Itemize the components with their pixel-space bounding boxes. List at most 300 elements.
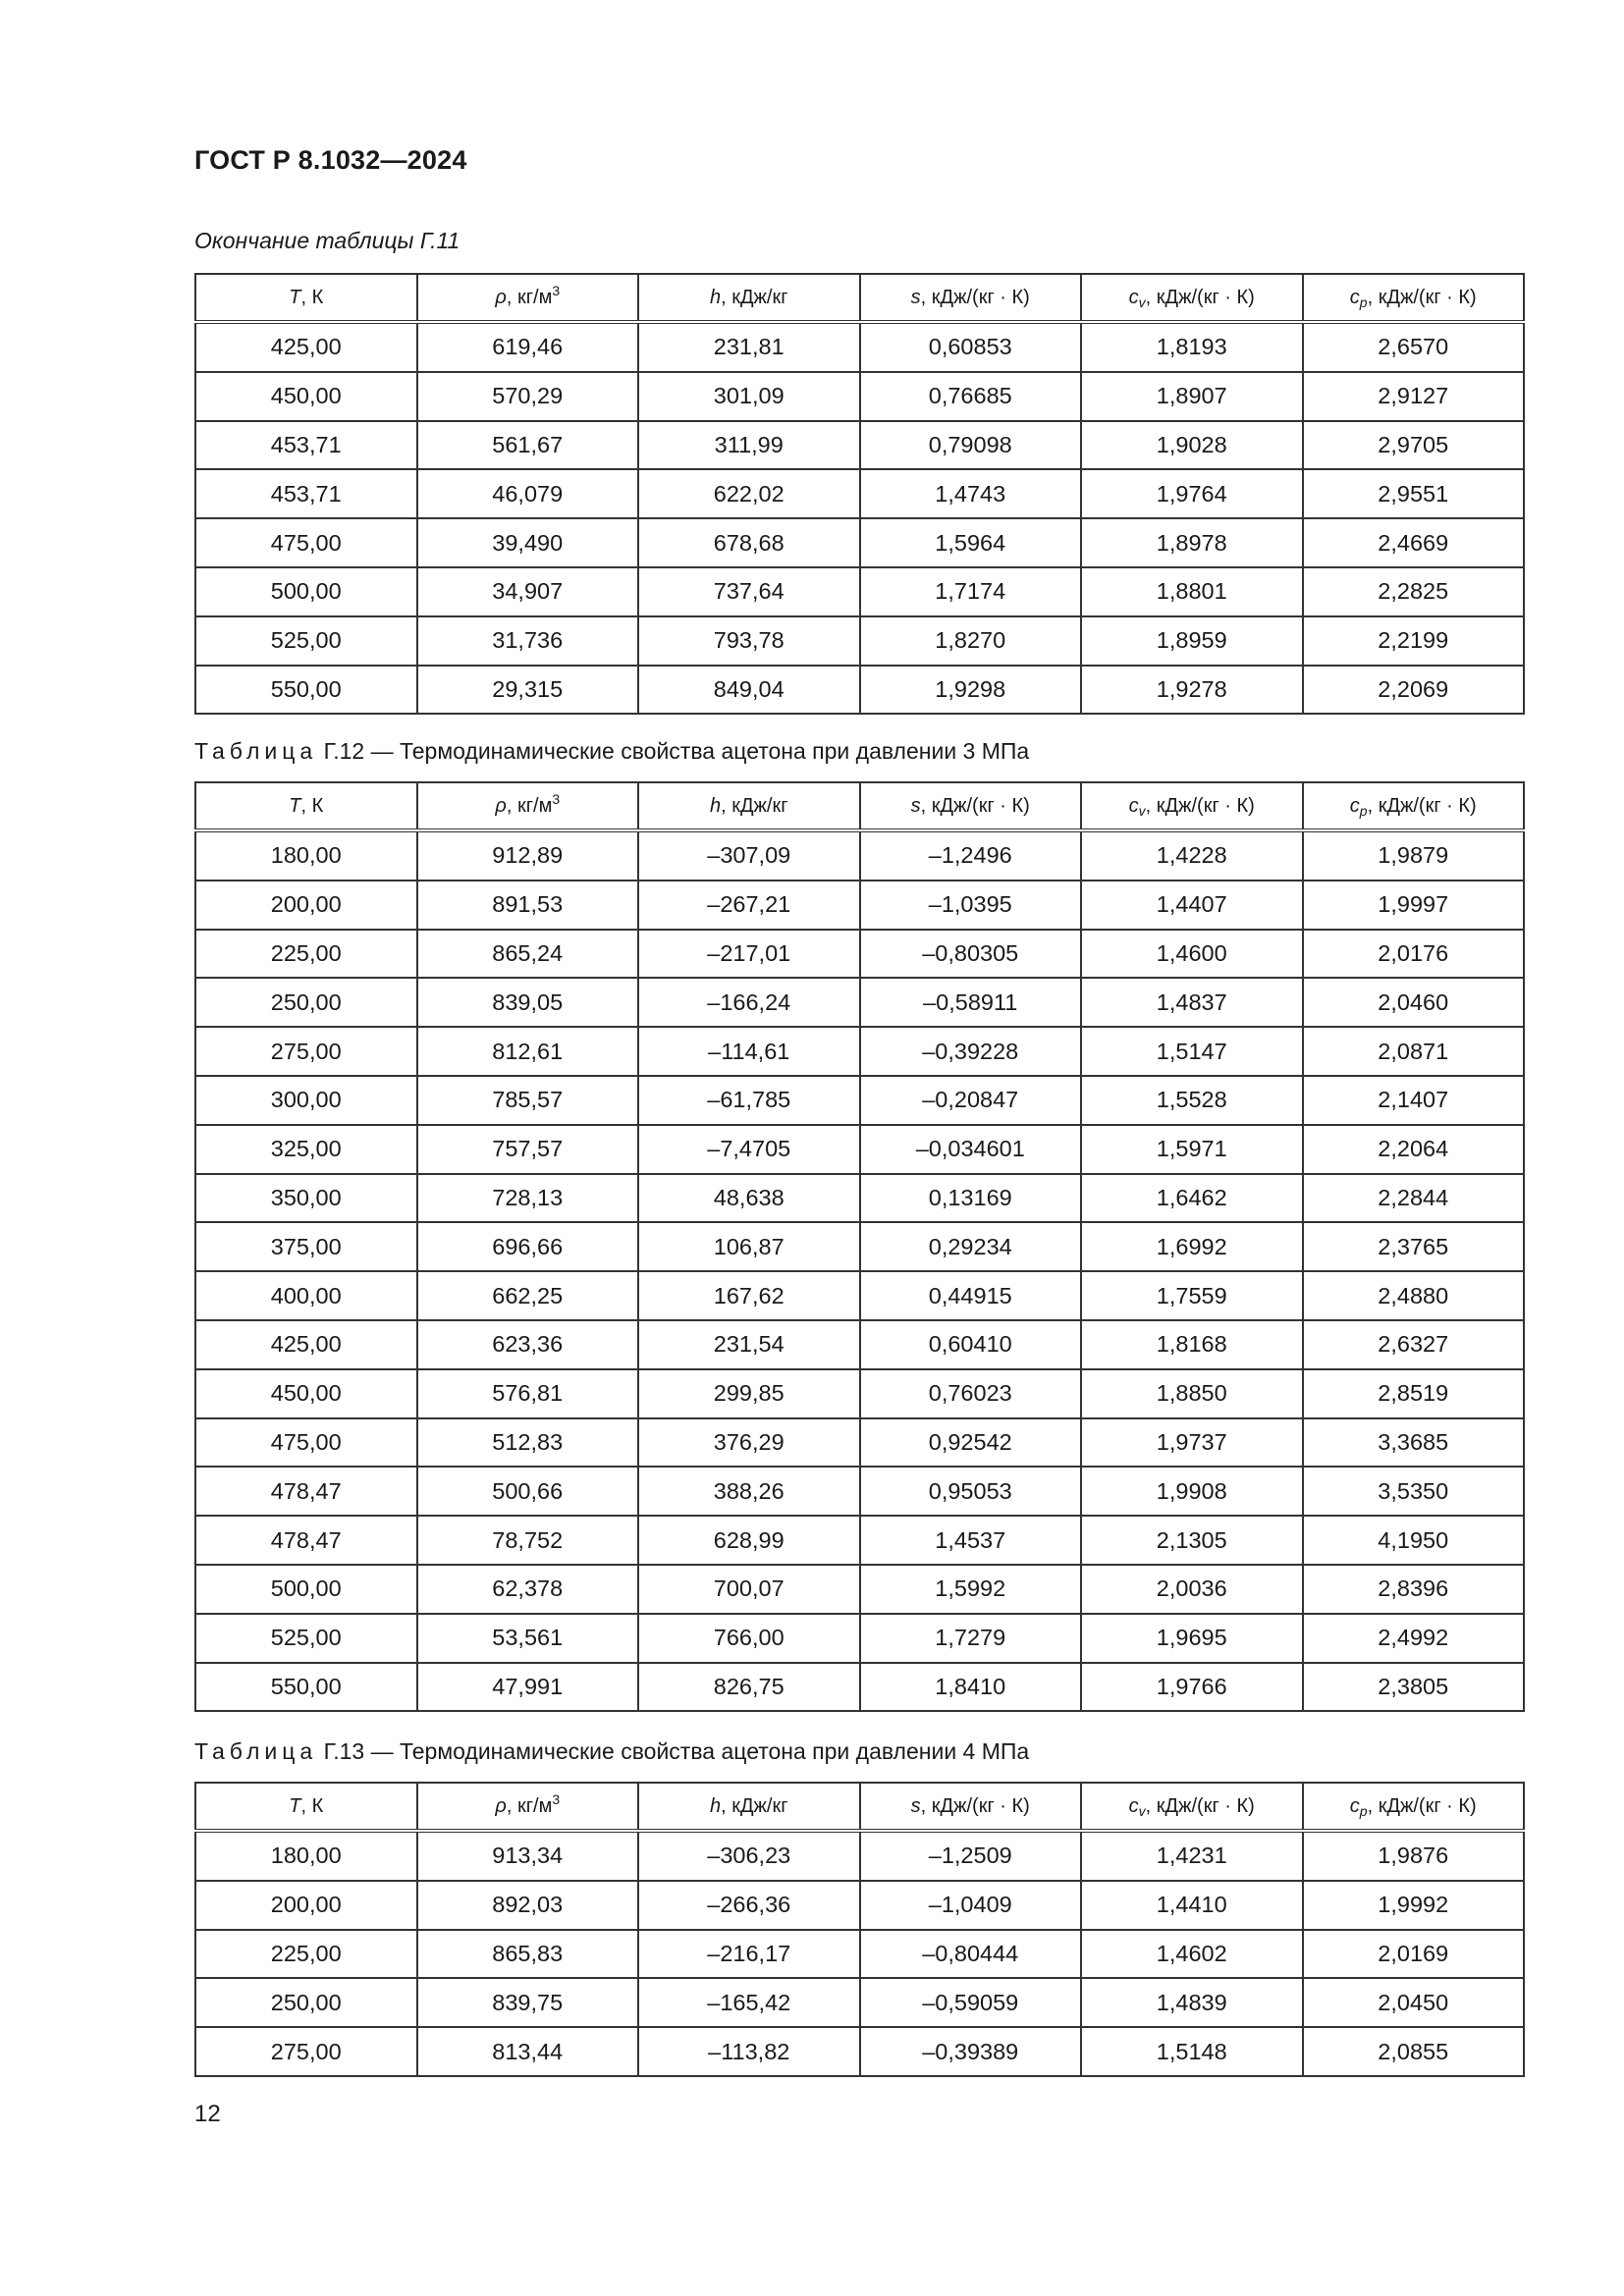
table-cell: 375,00 <box>195 1222 417 1271</box>
column-symbol: h <box>709 794 722 817</box>
table-cell: –267,21 <box>638 881 860 930</box>
table-cell: –0,39228 <box>860 1027 1082 1076</box>
table-g13-caption <box>194 1738 1029 1765</box>
table-cell: 376,29 <box>638 1418 860 1468</box>
table-cell: 1,8410 <box>860 1663 1082 1712</box>
column-separator: , <box>1367 794 1379 817</box>
table-cell: 475,00 <box>195 518 417 567</box>
table-cell: 48,638 <box>638 1174 860 1223</box>
table-cell: 2,2844 <box>1303 1174 1525 1223</box>
column-unit: кДж/(кг · К) <box>1378 1794 1477 1817</box>
table-cell: 1,9737 <box>1081 1418 1303 1468</box>
table-cell: 231,54 <box>638 1320 860 1369</box>
table-cell: 1,7279 <box>860 1614 1082 1663</box>
column-subscript: p <box>1359 294 1368 310</box>
column-header <box>195 274 417 322</box>
column-symbol: ρ <box>495 794 507 817</box>
table-cell: –1,2509 <box>860 1831 1082 1881</box>
column-symbol: T <box>289 794 301 817</box>
table-cell: 1,9764 <box>1081 469 1303 518</box>
column-unit: К <box>311 286 324 308</box>
table-cell: 512,83 <box>417 1418 639 1468</box>
table-g12-caption <box>194 738 1029 765</box>
table-cell: 180,00 <box>195 1831 417 1881</box>
column-separator: , <box>721 1794 732 1817</box>
table-row <box>195 567 1524 616</box>
table-cell: 1,9992 <box>1303 1881 1525 1930</box>
table-row <box>195 930 1524 979</box>
column-separator: , <box>300 1794 312 1817</box>
table-cell: –1,2496 <box>860 830 1082 881</box>
column-superscript: 3 <box>552 282 561 298</box>
table-cell: 1,4231 <box>1081 1831 1303 1881</box>
table-cell: 478,47 <box>195 1467 417 1516</box>
table-title: Г.12 — Термодинамические свойства ацетона при давлении 3 МПа <box>317 738 1030 764</box>
column-header <box>1081 782 1303 830</box>
column-header <box>195 782 417 830</box>
table-cell: 62,378 <box>417 1565 639 1614</box>
table-cell: 2,1407 <box>1303 1076 1525 1125</box>
table-row <box>195 1222 1524 1271</box>
table-cell: –0,034601 <box>860 1125 1082 1174</box>
column-separator: , <box>1367 1794 1379 1817</box>
table-cell: 350,00 <box>195 1174 417 1223</box>
table-cell: 1,4537 <box>860 1516 1082 1565</box>
table-cell: 2,9127 <box>1303 372 1525 421</box>
table-cell: –1,0395 <box>860 881 1082 930</box>
table-cell: 0,44915 <box>860 1271 1082 1320</box>
column-header <box>1303 274 1525 322</box>
table-cell: 450,00 <box>195 1369 417 1418</box>
table-cell: 167,62 <box>638 1271 860 1320</box>
table-cell: 793,78 <box>638 616 860 666</box>
table-cell: 2,0855 <box>1303 2027 1525 2076</box>
table-cell: 623,36 <box>417 1320 639 1369</box>
table-cell: 1,5992 <box>860 1565 1082 1614</box>
table-cell: 1,5148 <box>1081 2027 1303 2076</box>
table-cell: 700,07 <box>638 1565 860 1614</box>
table-row <box>195 1027 1524 1076</box>
table-cell: 785,57 <box>417 1076 639 1125</box>
table-cell: 913,34 <box>417 1831 639 1881</box>
column-separator: , <box>1145 1794 1157 1817</box>
table-cell: 453,71 <box>195 469 417 518</box>
table-cell: 757,57 <box>417 1125 639 1174</box>
table-row <box>195 881 1524 930</box>
table-cell: 1,8978 <box>1081 518 1303 567</box>
table-cell: 200,00 <box>195 881 417 930</box>
table-cell: 425,00 <box>195 322 417 372</box>
table-cell: 1,9695 <box>1081 1614 1303 1663</box>
continuation-caption: Окончание таблицы Г.11 <box>194 228 460 253</box>
table-cell: 865,24 <box>417 930 639 979</box>
table-cell: 1,9908 <box>1081 1467 1303 1516</box>
table-cell: 200,00 <box>195 1881 417 1930</box>
table-cell: 0,76685 <box>860 372 1082 421</box>
column-unit: кДж/(кг · К) <box>1378 286 1477 308</box>
table-cell: 2,6327 <box>1303 1320 1525 1369</box>
table-cell: 225,00 <box>195 930 417 979</box>
table-row <box>195 1369 1524 1418</box>
column-symbol: T <box>289 1794 301 1817</box>
header-row <box>195 1783 1524 1831</box>
column-unit: кДж/(кг · К) <box>931 1794 1030 1817</box>
table-cell: 839,75 <box>417 1978 639 2027</box>
table-cell: 570,29 <box>417 372 639 421</box>
column-symbol: s <box>910 794 921 817</box>
table-cell: 1,8907 <box>1081 372 1303 421</box>
table-row <box>195 616 1524 666</box>
table-cell: –113,82 <box>638 2027 860 2076</box>
column-symbol: c <box>1128 794 1139 817</box>
column-unit: кДж/(кг · К) <box>1156 286 1255 308</box>
table-cell: 34,907 <box>417 567 639 616</box>
table-cell: 0,60410 <box>860 1320 1082 1369</box>
column-separator: , <box>1145 794 1157 817</box>
column-separator: , <box>721 794 732 817</box>
column-superscript: 3 <box>552 1790 561 1807</box>
table-row <box>195 1978 1524 2027</box>
column-unit: К <box>311 794 324 817</box>
table-cell: 231,81 <box>638 322 860 372</box>
table-cell: 737,64 <box>638 567 860 616</box>
column-separator: , <box>920 286 932 308</box>
column-symbol: c <box>1349 1794 1360 1817</box>
table-cell: 46,079 <box>417 469 639 518</box>
column-header <box>638 782 860 830</box>
column-separator: , <box>920 794 932 817</box>
table-cell: 812,61 <box>417 1027 639 1076</box>
column-unit: кг/м <box>516 286 553 308</box>
table-cell: 0,13169 <box>860 1174 1082 1223</box>
table-cell: 1,9278 <box>1081 666 1303 715</box>
column-unit: кДж/кг <box>731 286 788 308</box>
table-row <box>195 421 1524 470</box>
table-cell: 1,5964 <box>860 518 1082 567</box>
table-g13 <box>194 1782 1525 2077</box>
table-g11 <box>194 273 1525 715</box>
table-cell: 1,9766 <box>1081 1663 1303 1712</box>
table-cell: 275,00 <box>195 2027 417 2076</box>
column-symbol: h <box>709 286 722 308</box>
table-cell: 0,76023 <box>860 1369 1082 1418</box>
table-cell: –0,20847 <box>860 1076 1082 1125</box>
table-cell: 2,9705 <box>1303 421 1525 470</box>
table-cell: 29,315 <box>417 666 639 715</box>
column-unit: кг/м <box>516 1794 553 1817</box>
table-row <box>195 1930 1524 1979</box>
table-cell: –0,58911 <box>860 978 1082 1027</box>
table-cell: 576,81 <box>417 1369 639 1418</box>
table-cell: 1,8801 <box>1081 567 1303 616</box>
table-cell: –266,36 <box>638 1881 860 1930</box>
table-cell: 1,8168 <box>1081 1320 1303 1369</box>
column-separator: , <box>300 286 312 308</box>
table-cell: 1,7174 <box>860 567 1082 616</box>
table-title: Г.13 — Термодинамические свойства ацетона при давлении 4 МПа <box>317 1738 1030 1764</box>
table-cell: 550,00 <box>195 1663 417 1712</box>
table-cell: –0,59059 <box>860 1978 1082 2027</box>
table-cell: 275,00 <box>195 1027 417 1076</box>
table-cell: 39,490 <box>417 518 639 567</box>
column-subscript: v <box>1138 1802 1146 1819</box>
table-cell: 3,3685 <box>1303 1418 1525 1468</box>
table-cell: 500,00 <box>195 1565 417 1614</box>
table-cell: 500,66 <box>417 1467 639 1516</box>
table-cell: 622,02 <box>638 469 860 518</box>
table-cell: 453,71 <box>195 421 417 470</box>
table-cell: 1,5147 <box>1081 1027 1303 1076</box>
table-cell: 912,89 <box>417 830 639 881</box>
table-row <box>195 978 1524 1027</box>
table-cell: –7,4705 <box>638 1125 860 1174</box>
table-cell: 1,9997 <box>1303 881 1525 930</box>
table-cell: 826,75 <box>638 1663 860 1712</box>
column-symbol: h <box>709 1794 722 1817</box>
table-cell: 1,7559 <box>1081 1271 1303 1320</box>
column-header <box>638 1783 860 1831</box>
table-row <box>195 322 1524 372</box>
column-header <box>417 782 639 830</box>
table-cell: 561,67 <box>417 421 639 470</box>
table-cell: –0,80444 <box>860 1930 1082 1979</box>
column-header <box>860 782 1082 830</box>
table-cell: 2,4992 <box>1303 1614 1525 1663</box>
table-cell: 2,9551 <box>1303 469 1525 518</box>
table-row <box>195 1831 1524 1881</box>
column-header <box>1303 782 1525 830</box>
table-cell: –217,01 <box>638 930 860 979</box>
table-cell: 619,46 <box>417 322 639 372</box>
table-cell: 225,00 <box>195 1930 417 1979</box>
table-cell: 106,87 <box>638 1222 860 1271</box>
table-cell: 662,25 <box>417 1271 639 1320</box>
table-cell: 78,752 <box>417 1516 639 1565</box>
table-cell: –306,23 <box>638 1831 860 1881</box>
column-header <box>860 1783 1082 1831</box>
table-cell: 3,5350 <box>1303 1467 1525 1516</box>
column-symbol: c <box>1349 286 1360 308</box>
table-cell: 766,00 <box>638 1614 860 1663</box>
column-symbol: s <box>910 286 921 308</box>
table-cell: –1,0409 <box>860 1881 1082 1930</box>
header-row <box>195 274 1524 322</box>
column-superscript: 3 <box>552 790 561 807</box>
table-cell: –114,61 <box>638 1027 860 1076</box>
table-cell: 2,0460 <box>1303 978 1525 1027</box>
column-unit: кДж/кг <box>731 794 788 817</box>
table-cell: 1,4410 <box>1081 1881 1303 1930</box>
column-header <box>860 274 1082 322</box>
table-cell: 2,0871 <box>1303 1027 1525 1076</box>
column-unit: кДж/(кг · К) <box>931 286 1030 308</box>
table-cell: 1,4837 <box>1081 978 1303 1027</box>
table-row <box>195 1418 1524 1468</box>
table-cell: 53,561 <box>417 1614 639 1663</box>
column-separator: , <box>506 1794 517 1817</box>
table-cell: 2,3805 <box>1303 1663 1525 1712</box>
column-separator: , <box>506 286 517 308</box>
table-cell: 500,00 <box>195 567 417 616</box>
table-row <box>195 1271 1524 1320</box>
column-separator: , <box>506 794 517 817</box>
table-row <box>195 1565 1524 1614</box>
table-cell: –166,24 <box>638 978 860 1027</box>
table-cell: 0,79098 <box>860 421 1082 470</box>
table-cell: 1,4839 <box>1081 1978 1303 2027</box>
table-cell: 301,09 <box>638 372 860 421</box>
column-separator: , <box>1145 286 1157 308</box>
table-cell: 2,0169 <box>1303 1930 1525 1979</box>
table-cell: 2,0176 <box>1303 930 1525 979</box>
table-cell: 475,00 <box>195 1418 417 1468</box>
column-separator: , <box>1367 286 1379 308</box>
table-row <box>195 372 1524 421</box>
table-cell: 628,99 <box>638 1516 860 1565</box>
column-symbol: s <box>910 1794 921 1817</box>
table-cell: 31,736 <box>417 616 639 666</box>
column-unit: кДж/(кг · К) <box>1156 794 1255 817</box>
table-cell: 2,4669 <box>1303 518 1525 567</box>
table-cell: 2,0450 <box>1303 1978 1525 2027</box>
column-symbol: ρ <box>495 1794 507 1817</box>
table-cell: 849,04 <box>638 666 860 715</box>
table-cell: 325,00 <box>195 1125 417 1174</box>
table-cell: 1,8850 <box>1081 1369 1303 1418</box>
table-cell: 2,2064 <box>1303 1125 1525 1174</box>
table-cell: 1,4407 <box>1081 881 1303 930</box>
table-row <box>195 1614 1524 1663</box>
column-separator: , <box>920 1794 932 1817</box>
table-cell: 400,00 <box>195 1271 417 1320</box>
table-cell: 2,3765 <box>1303 1222 1525 1271</box>
table-cell: 839,05 <box>417 978 639 1027</box>
table-row <box>195 1320 1524 1369</box>
table-cell: 1,8193 <box>1081 322 1303 372</box>
document-header: ГОСТ Р 8.1032—2024 <box>194 145 467 175</box>
column-unit: кДж/кг <box>731 1794 788 1817</box>
table-cell: –61,785 <box>638 1076 860 1125</box>
table-cell: 2,8519 <box>1303 1369 1525 1418</box>
table-cell: 728,13 <box>417 1174 639 1223</box>
table-cell: 1,4228 <box>1081 830 1303 881</box>
table-cell: 1,9298 <box>860 666 1082 715</box>
column-subscript: v <box>1138 802 1146 819</box>
table-cell: 2,4880 <box>1303 1271 1525 1320</box>
table-cell: 1,8270 <box>860 616 1082 666</box>
table-cell: 2,6570 <box>1303 322 1525 372</box>
table-cell: 4,1950 <box>1303 1516 1525 1565</box>
table-cell: 478,47 <box>195 1516 417 1565</box>
table-g12 <box>194 781 1525 1712</box>
table-cell: 891,53 <box>417 881 639 930</box>
table-cell: 678,68 <box>638 518 860 567</box>
table-cell: 388,26 <box>638 1467 860 1516</box>
table-cell: 425,00 <box>195 1320 417 1369</box>
table-cell: 0,60853 <box>860 322 1082 372</box>
table-cell: 0,29234 <box>860 1222 1082 1271</box>
column-header <box>1081 274 1303 322</box>
table-row <box>195 1174 1524 1223</box>
column-symbol: T <box>289 286 301 308</box>
table-cell: 2,2825 <box>1303 567 1525 616</box>
column-header <box>1303 1783 1525 1831</box>
column-subscript: p <box>1359 802 1368 819</box>
table-cell: 2,2199 <box>1303 616 1525 666</box>
column-subscript: p <box>1359 1802 1368 1819</box>
table-cell: 250,00 <box>195 1978 417 2027</box>
column-header <box>195 1783 417 1831</box>
table-row <box>195 1125 1524 1174</box>
table-cell: 47,991 <box>417 1663 639 1712</box>
table-cell: 311,99 <box>638 421 860 470</box>
table-cell: 865,83 <box>417 1930 639 1979</box>
table-row <box>195 518 1524 567</box>
table-row <box>195 2027 1524 2076</box>
table-cell: 450,00 <box>195 372 417 421</box>
header-row <box>195 782 1524 830</box>
column-unit: кг/м <box>516 794 553 817</box>
column-unit: кДж/(кг · К) <box>1378 794 1477 817</box>
column-symbol: c <box>1128 1794 1139 1817</box>
table-cell: 299,85 <box>638 1369 860 1418</box>
column-symbol: c <box>1128 286 1139 308</box>
table-cell: 813,44 <box>417 2027 639 2076</box>
table-row <box>195 830 1524 881</box>
table-row <box>195 1076 1524 1125</box>
table-cell: –0,80305 <box>860 930 1082 979</box>
table-cell: 1,5528 <box>1081 1076 1303 1125</box>
table-cell: 696,66 <box>417 1222 639 1271</box>
column-unit: К <box>311 1794 324 1817</box>
table-row <box>195 1516 1524 1565</box>
column-symbol: c <box>1349 794 1360 817</box>
table-row <box>195 666 1524 715</box>
table-cell: 1,9028 <box>1081 421 1303 470</box>
table-cell: 1,9879 <box>1303 830 1525 881</box>
table-cell: 892,03 <box>417 1881 639 1930</box>
table-cell: 180,00 <box>195 830 417 881</box>
table-cell: 250,00 <box>195 978 417 1027</box>
table-cell: 2,2069 <box>1303 666 1525 715</box>
table-label: Таблица <box>194 1738 318 1764</box>
page-number: 12 <box>194 2101 221 2127</box>
table-cell: 525,00 <box>195 616 417 666</box>
column-header <box>638 274 860 322</box>
column-separator: , <box>721 286 732 308</box>
table-label: Таблица <box>194 738 318 764</box>
table-cell: 300,00 <box>195 1076 417 1125</box>
column-subscript: v <box>1138 294 1146 310</box>
table-cell: 525,00 <box>195 1614 417 1663</box>
column-unit: кДж/(кг · К) <box>931 794 1030 817</box>
table-cell: –165,42 <box>638 1978 860 2027</box>
table-row <box>195 1663 1524 1712</box>
table-row <box>195 1467 1524 1516</box>
table-cell: 0,92542 <box>860 1418 1082 1468</box>
table-cell: –0,39389 <box>860 2027 1082 2076</box>
table-cell: 0,95053 <box>860 1467 1082 1516</box>
table-row <box>195 469 1524 518</box>
table-cell: 2,0036 <box>1081 1565 1303 1614</box>
table-cell: 1,6992 <box>1081 1222 1303 1271</box>
column-unit: кДж/(кг · К) <box>1156 1794 1255 1817</box>
column-header <box>417 274 639 322</box>
table-cell: 1,8959 <box>1081 616 1303 666</box>
table-cell: 550,00 <box>195 666 417 715</box>
column-header <box>417 1783 639 1831</box>
table-cell: 1,4600 <box>1081 930 1303 979</box>
